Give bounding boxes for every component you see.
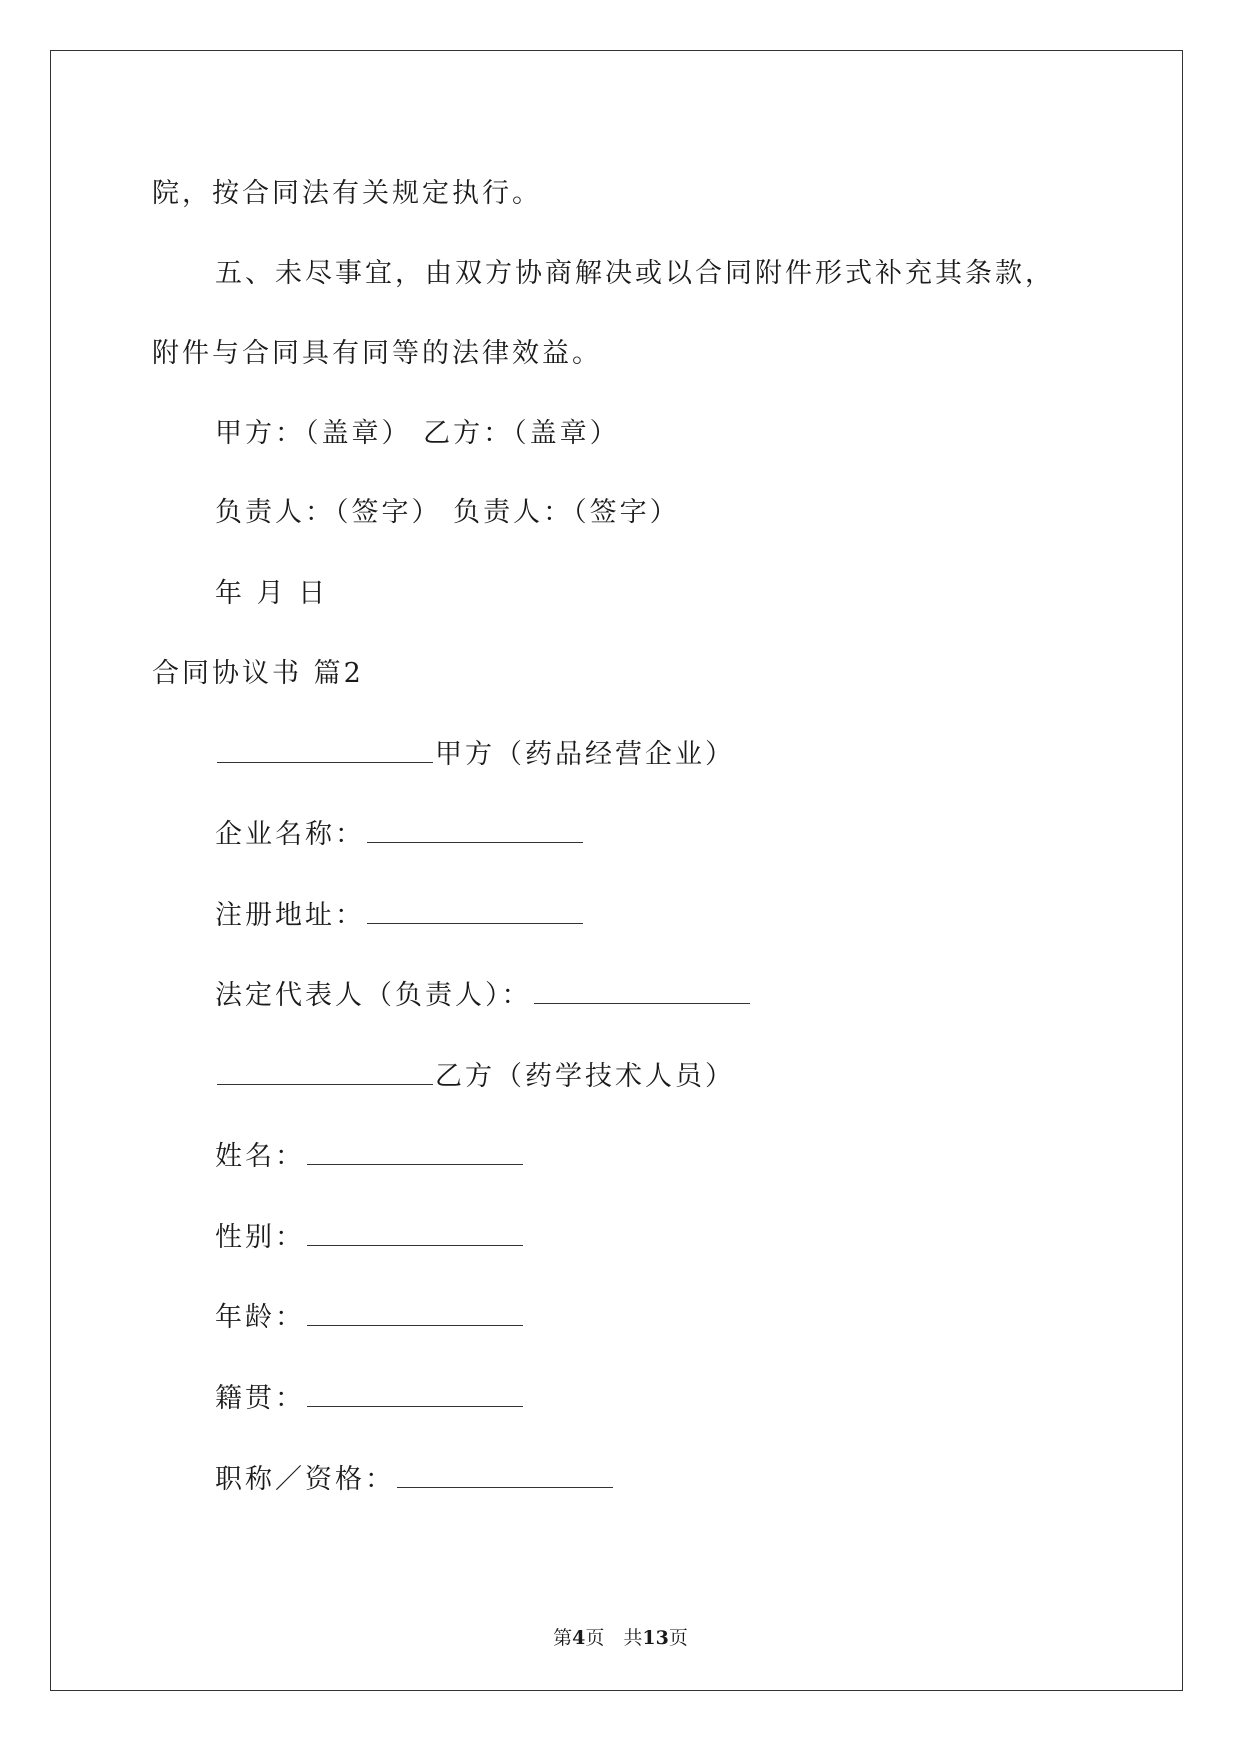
page-footer [0, 1626, 1241, 1650]
name-line [215, 1139, 525, 1175]
gender-blank [307, 1239, 523, 1246]
party-b-label: 乙方（药学技术人员） [435, 1061, 735, 1092]
party-b-line [215, 1059, 735, 1095]
gender-label: 性别： [215, 1222, 305, 1253]
registered-address-line [215, 898, 585, 934]
legal-representative-blank [534, 997, 750, 1004]
native-place-blank [307, 1400, 523, 1407]
title-qualification-blank [397, 1481, 613, 1488]
paragraph-continuation: 院，按合同法有关规定执行。 [152, 178, 542, 209]
party-a-label: 甲方（药品经营企业） [435, 739, 735, 770]
footer-mid: 页 共 [585, 1627, 643, 1649]
age-blank [307, 1319, 523, 1326]
fill-blank [217, 756, 433, 763]
party-a-line [215, 737, 735, 773]
footer-suffix: 页 [668, 1627, 688, 1649]
registered-address-blank [367, 917, 583, 924]
date-line: 年 月 日 [215, 578, 329, 609]
footer-prefix: 第 [553, 1627, 573, 1649]
title-qualification-label: 职称／资格： [215, 1464, 395, 1495]
gender-line [215, 1220, 525, 1256]
company-name-line [215, 817, 585, 853]
total-page-number: 13 [642, 1627, 669, 1649]
legal-representative-label: 法定代表人（负责人）： [215, 980, 532, 1011]
native-place-label: 籍贯： [215, 1383, 305, 1414]
registered-address-label: 注册地址： [215, 900, 365, 931]
section-heading: 合同协议书 篇2 [152, 658, 364, 689]
clause-five-continuation: 附件与合同具有同等的法律效益。 [152, 338, 602, 369]
company-name-blank [367, 836, 583, 843]
page-border [50, 50, 1183, 1691]
name-blank [307, 1158, 523, 1165]
legal-representative-line [215, 978, 752, 1014]
current-page-number: 4 [572, 1627, 586, 1649]
age-line [215, 1300, 525, 1336]
party-seal-line: 甲方：（盖章） 乙方：（盖章） [215, 418, 620, 449]
native-place-line [215, 1381, 525, 1417]
age-label: 年龄： [215, 1302, 305, 1333]
title-qualification-line [215, 1462, 615, 1498]
company-name-label: 企业名称： [215, 819, 365, 850]
clause-five: 五、未尽事宜，由双方协商解决或以合同附件形式补充其条款， [215, 258, 1055, 289]
fill-blank [217, 1078, 433, 1085]
signature-line: 负责人：（签字） 负责人：（签字） [215, 497, 680, 528]
name-label: 姓名： [215, 1141, 305, 1172]
